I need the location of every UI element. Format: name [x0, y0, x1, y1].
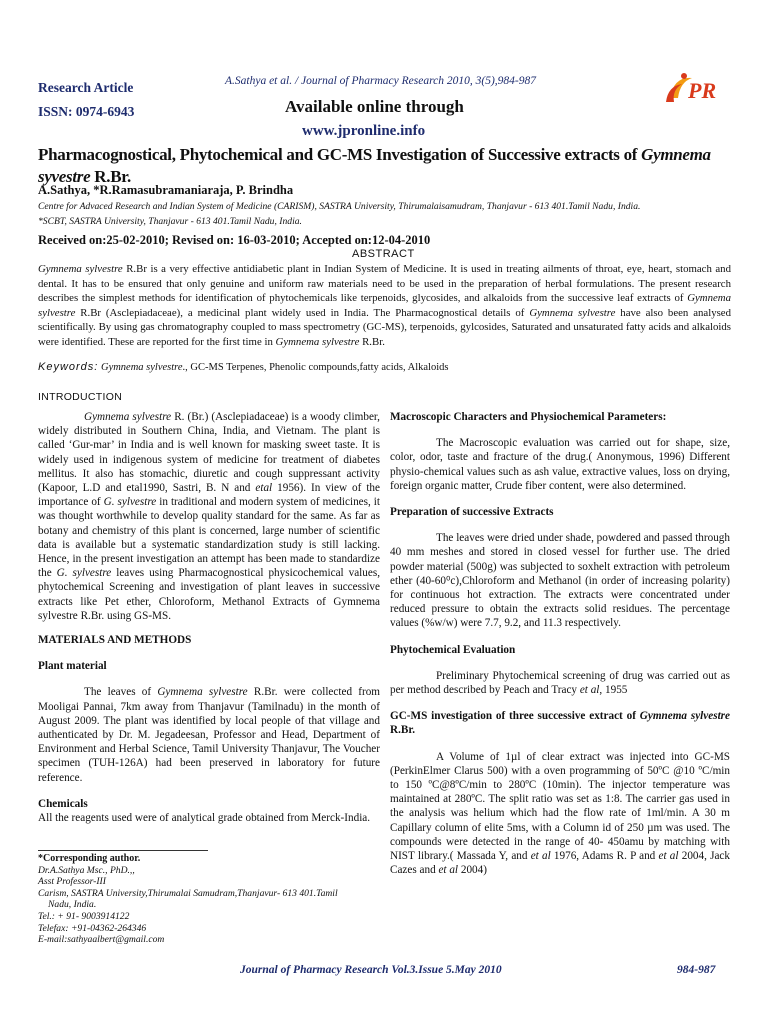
- extracts-text: The leaves were dried under shade, powdered and passed through 40 mm meshes and stored in closed vessel for further use. The dried powder material (500g) was subjected to soxhelt extraction with petroleum ether (40-60⁰c),Chloroform and Methanol (in order of increasing polarity) for continuous hot extraction. The extracts were concentrated under reduced pressure to obtain the extracts solid residues. The percentage values (%w/w) were 7.7, 9.2, and 11.3 respectively.: [390, 532, 730, 630]
- intro-species: Gymnema sylvestre: [84, 411, 172, 423]
- corresponding-title: *Corresponding author.: [38, 853, 141, 864]
- corresponding-author: [38, 850, 380, 946]
- gcms-text: [390, 750, 730, 878]
- logo-text: PR: [688, 78, 717, 103]
- corr-line: Telefax: +91-04362-264346: [38, 922, 147, 934]
- abstract-heading: ABSTRACT: [352, 248, 415, 260]
- chemicals-text: All the reagents used were of analytical grade obtained from Merck-India.: [38, 812, 371, 825]
- phytochemical-heading: Phytochemical Evaluation: [390, 643, 516, 656]
- materials-heading: MATERIALS AND METHODS: [38, 634, 192, 647]
- website-link[interactable]: www.jpronline.info: [302, 123, 426, 139]
- gcms-etal: et al: [438, 864, 459, 877]
- intro-paragraph: [38, 410, 380, 623]
- jpr-logo-icon: [662, 68, 730, 112]
- title-species: Gymnema syvestre: [38, 145, 711, 186]
- intro-etal: etal: [255, 482, 273, 495]
- title-main: Pharmacognostical, Phytochemical and GC-MS Investigation of Successive extracts of: [38, 145, 642, 164]
- abstract-part: R.Br (Asclepiadaceae), a medicinal plant widely used in India. The Pharmacognostical details of: [75, 306, 530, 319]
- affiliation-2: *SCBT, SASTRA University, Thanjavur - 613 401.Tamil Nadu, India.: [38, 216, 302, 227]
- article-type: Research Article: [38, 80, 134, 95]
- phyto-text: , 1955: [599, 684, 628, 697]
- corr-line: Carism, SASTRA University,Thirumalai Samudram,Thanjavur- 613 401.Tamil: [38, 887, 338, 899]
- phyto-etal: et al: [579, 684, 600, 697]
- gcms-part: 2004, Jack Cazes and: [390, 850, 730, 877]
- plant-species: Gymnema sylvestre: [157, 686, 248, 699]
- intro-species: G. sylvestre: [56, 567, 112, 580]
- plant-material-heading: Plant material: [38, 660, 107, 673]
- gcms-heading-text: GC-MS investigation of three successive extract of: [390, 710, 640, 723]
- abstract-species: Gymnema sylvestre: [275, 335, 360, 348]
- keywords-species: Gymnema sylvestre: [100, 362, 183, 373]
- abstract-species: Gymnema sylvestre: [38, 263, 123, 275]
- gcms-part: 1976, Adams R. P and: [550, 850, 659, 863]
- available-online: Available online through: [285, 97, 464, 116]
- header-left: [38, 80, 134, 120]
- abstract-part: R.Br is a very effective antidiabetic plant in Indian System of Medicine. It is used in treating ailments of throat, eye, heart, stomach and dental. It has to be ensured that only genuine and uniform raw materials need to be used in the preparation of herbal formulations. The present research describes the simplest methods for identification of phytochemicals like terpenoids, glycosides, and alkaloids from the successive leaf extracts of: [38, 263, 731, 304]
- right-column: [390, 410, 730, 877]
- abstract-part: R.Br.: [359, 335, 385, 348]
- corr-line: Tel.: + 91- 9003914122: [38, 910, 130, 922]
- abstract-species: Gymnema sylvestre: [38, 292, 731, 319]
- corr-line: Asst Professor-III: [38, 876, 106, 888]
- macroscopic-text: The Macroscopic evaluation was carried out for shape, size, color, odor, taste and fracture of the drug.( Anonymous, 1996) Different physio-chemical values such as ash value, extractive values, loss on drying, foreign organic matter, Crude fiber content, were also determined.: [390, 437, 730, 492]
- intro-text: in traditional and modern system of medicines, it was thought worthwhile to develop quality standard for the same. As far as botany and chemistry of this plant is concerned, large number of scientific data is available but a systematic standardization study is still lacking. Hence, in the present investigation an attempt has been made to standardize the: [38, 496, 380, 580]
- abstract-part: have also been analysed scientifically. By using gas chromatography coupled to mass spectrometry (GC-MS), terpenoids, gylcosides, Saturated and unsaturated fatty acids and alkaloids were identified. These are reported for the first time in: [38, 306, 731, 348]
- intro-species: G. sylvestre: [103, 496, 157, 509]
- affiliation-1: Centre for Advaced Research and Indian System of Medicine (CARISM), SASTRA University, Thirumalaisamudram, Thanjavur - 613 401.Tamil Nadu, India.: [38, 201, 641, 212]
- left-column: [38, 410, 380, 825]
- gcms-heading-text: R.Br.: [390, 724, 416, 737]
- authors: A.Sathya, *R.Ramasubramaniaraja, P. Brindha: [38, 183, 294, 197]
- chemicals-heading: Chemicals: [38, 797, 88, 810]
- corr-line: Dr.A.Sathya Msc., PhD.,,: [38, 864, 135, 876]
- corresponding-rule: [38, 850, 208, 851]
- corr-email[interactable]: E-mail:sathyaalbert@gmail.com: [38, 934, 165, 946]
- keywords-label: Keywords:: [38, 361, 99, 373]
- keywords-rest: ., GC-MS Terpenes, Phenolic compounds,fatty acids, Alkaloids: [182, 362, 449, 373]
- plant-material-text: [38, 685, 380, 784]
- gcms-etal: et al: [530, 850, 551, 863]
- footer-pages: 984-987: [677, 964, 716, 976]
- phytochemical-text: [390, 669, 730, 697]
- article-dates: Received on:25-02-2010; Revised on: 16-03-2010; Accepted on:12-04-2010: [38, 233, 431, 247]
- keywords: [38, 361, 738, 373]
- abstract-text: [38, 262, 731, 349]
- gcms-etal: et al: [658, 850, 679, 863]
- extracts-heading: Preparation of successive Extracts: [390, 506, 554, 519]
- plant-text: The leaves of: [84, 686, 158, 699]
- citation: A.Sathya et al. / Journal of Pharmacy Research 2010, 3(5),984-987: [225, 75, 536, 87]
- macroscopic-heading: Macroscopic Characters and Physiochemical Parameters:: [390, 411, 667, 423]
- corr-line: Nadu, India.: [48, 899, 97, 911]
- paper-title: [38, 144, 738, 188]
- gcms-heading-species: Gymnema sylvestre: [639, 710, 730, 723]
- intro-text: R. (Br.) (Asclepiadaceae) is a woody climber, widely distributed in Southern China, India, and Vietnam. The plant is called ‘Gur-mar’ in India and is well known for masking sweet taste. It is widely used in indigenous system of medicine for treatment of diabetes mellitus. It also has stomachic, diuretic and cough suppressant activity (Kapoor, L.D and etal1990, Sastri, B. N and: [38, 411, 380, 495]
- introduction-heading: INTRODUCTION: [38, 391, 123, 403]
- intro-text: 1956). In view of the importance of: [38, 482, 380, 509]
- gcms-heading: [390, 709, 730, 737]
- intro-text: leaves using Pharmacognostical physicochemical values, phytochemical Screening and investigation of plant leaves in successive extracts like Pet ether, Chloroform, Methanol Extracts of Gymnema sylvestre R.Br. using GS-MS.: [38, 567, 380, 622]
- plant-text: R.Br. were collected from Mooligai Pannai, 7km away from Thanjavur (Tamilnadu) in the month of August 2009. The plant was identified by local people of that village and authenticated by Dr. M. Jegadeesan, Professor and Head, Department of Environment and Herbal Science, Tamil University Thanjavur, The Voucher specimen (TUH-126A) had been preserved in laboratory for future reference.: [38, 686, 380, 784]
- footer-journal: Journal of Pharmacy Research Vol.3.Issue 5.May 2010: [240, 964, 502, 976]
- phyto-text: Preliminary Phytochemical screening of drug was carried out as per method described by Peach and Tracy: [390, 669, 730, 697]
- gcms-part: A Volume of 1µl of clear extract was injected into GC-MS (PerkinElmer Clarus 500) with a oven programming of 50ºC @10 ºC/min to 150 ºC@8ºC/min to 280ºC (10min). The injector temperature was maintained at 280ºC. The split ratio was set as 1:8. The carrier gas used in the analysis was helium which had the flow rate of 1ml/min. A 30 m Capillary column of elite 5ms, with a Column id of 250 µm was used. The compounds were detected in the range of 40- 450amu by matching with NIST library.( Massada Y, and: [390, 750, 730, 863]
- issn: ISSN: 0974-6943: [38, 104, 135, 119]
- title-suffix: R.Br.: [90, 167, 131, 186]
- gcms-part: 2004): [458, 864, 487, 877]
- abstract-species: Gymnema sylvestre: [529, 306, 616, 319]
